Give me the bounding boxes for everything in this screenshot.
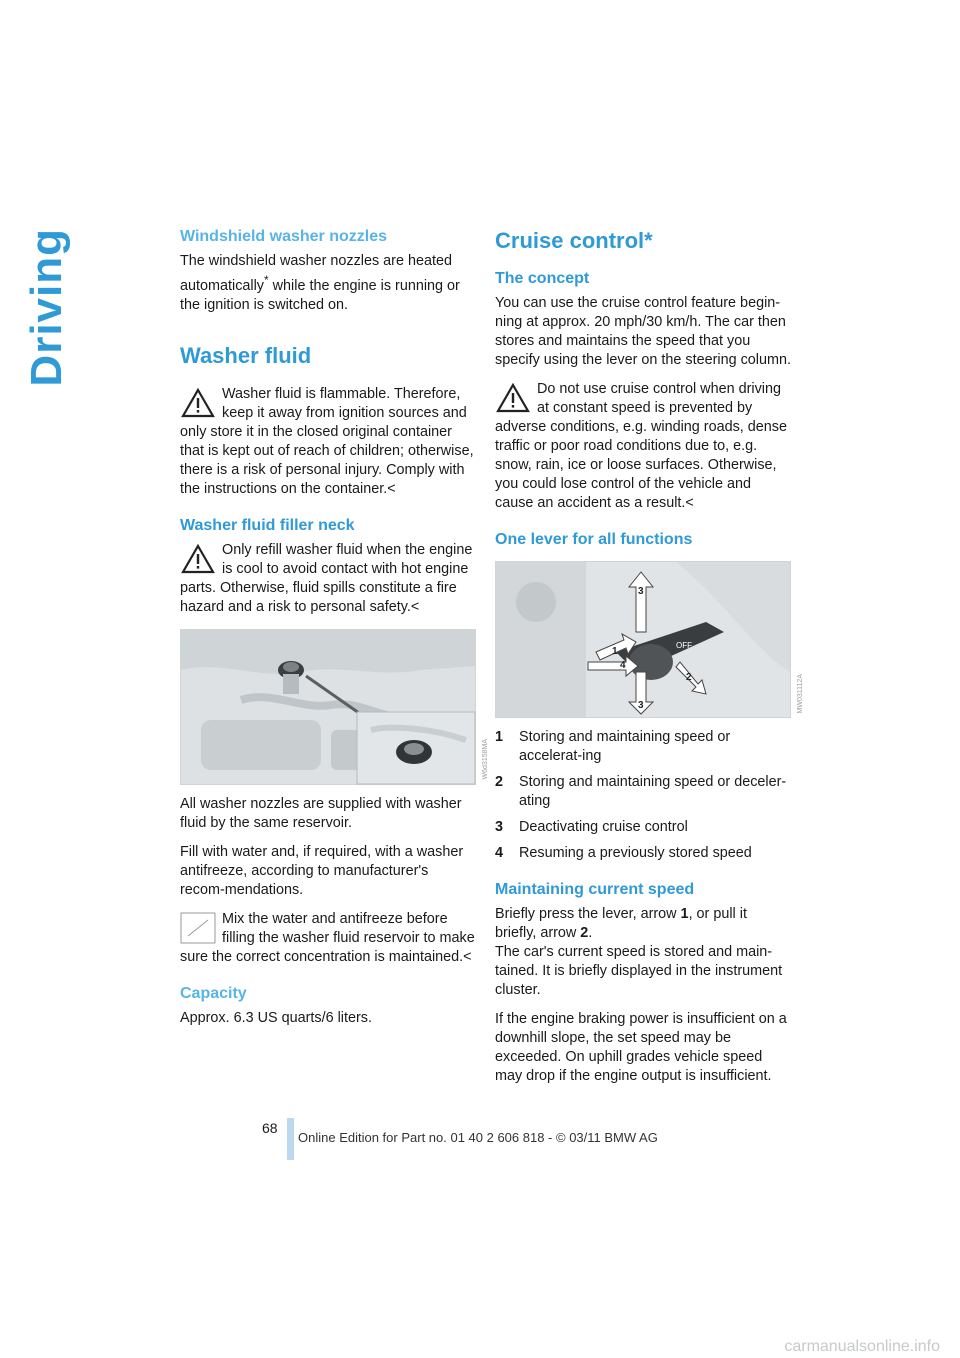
paragraph-capacity: Approx. 6.3 US quarts/6 liters. bbox=[180, 1009, 372, 1026]
paragraph-concept: You can use the cruise control feature begin-ning at approx. 20 mph/30 km/h. The car then stores and maintains the speed that you specify using the lever on the steering column. bbox=[495, 295, 791, 368]
warning-flammable-text: Washer fluid is flammable. Therefore, keep it away from ignition sources and only store it in the closed original container that is kept out of reach of children; otherwise, there is a risk of personal injury. Comply with the instructions on the container.< bbox=[180, 385, 474, 497]
legend-item: 1 Storing and maintaining speed or accelerat-ing bbox=[495, 729, 731, 764]
warning-cruise-text: Do not use cruise control when driving at constant speed is prevented by adverse conditions, e.g. winding roads, dense traffic or poor road conditions due to, e.g. snow, rain, ice or loose surfaces. Otherwise, you could lose control of the vehicle and cause an accident as a result.< bbox=[495, 381, 787, 511]
heading-filler-neck: Washer fluid filler neck bbox=[180, 516, 355, 534]
warning-triangle-icon bbox=[180, 543, 216, 575]
label-4: 4 bbox=[620, 660, 626, 671]
cruise-lever-photo bbox=[495, 561, 804, 718]
note-mix-text: Mix the water and antifreeze before filling the washer fluid reservoir to make sure the correct concentration is maintained.< bbox=[180, 910, 475, 965]
heading-maintaining-speed: Maintaining current speed bbox=[495, 881, 695, 898]
cruise-lever-illustration bbox=[496, 562, 790, 717]
note-mix bbox=[180, 910, 476, 967]
label-off: OFF bbox=[676, 641, 692, 650]
legend-item: 4 Resuming a previously stored speed bbox=[495, 845, 752, 861]
paragraph-maintain-downhill: If the engine braking power is insufficient on a downhill slope, the set speed may be exceeded. On uphill grades vehicle speed may drop if the engine output is insufficient. bbox=[495, 1011, 787, 1084]
label-2: 2 bbox=[686, 672, 692, 683]
heading-cruise-control: Cruise control* bbox=[495, 228, 653, 253]
heading-one-lever: One lever for all functions bbox=[495, 531, 693, 548]
paragraph-fill: Fill with water and, if required, with a washer antifreeze, according to manufacturer's recom-mendations. bbox=[180, 843, 464, 898]
heading-washer-fluid: Washer fluid bbox=[180, 342, 312, 368]
label-3: 3 bbox=[638, 586, 644, 597]
optional-equipment-star: * bbox=[263, 273, 269, 287]
warning-triangle-icon bbox=[495, 382, 531, 414]
engine-bay-photo bbox=[180, 629, 489, 785]
paragraph-maintain-stored: The car's current speed is stored and main-tained. It is briefly displayed in the instrument cluster. bbox=[495, 944, 783, 998]
legend-list bbox=[495, 728, 791, 863]
paragraph-maintain-press: Briefly press the lever, arrow 1, or pull it briefly, arrow 2. bbox=[495, 906, 747, 941]
warning-flammable bbox=[180, 385, 476, 499]
chapter-tab: Driving bbox=[22, 228, 71, 387]
warning-triangle-icon bbox=[180, 387, 216, 419]
right-column bbox=[495, 228, 804, 1096]
label-1: 1 bbox=[612, 646, 618, 657]
heading-capacity: Capacity bbox=[180, 984, 247, 1002]
heading-windshield-washer-nozzles: Windshield washer nozzles bbox=[180, 228, 388, 245]
left-column bbox=[180, 228, 489, 1038]
warning-refill-text: Only refill washer fluid when the engine is cool to avoid contact with hot engine parts. Otherwise, fluid spills constitute a fire hazard and a risk to personal safety.< bbox=[180, 541, 473, 615]
legend-item: 2 Storing and maintaining speed or deceler-ating bbox=[495, 774, 787, 809]
footer-edition: Online Edition for Part no. 01 40 2 606 818 - © 03/11 BMW AG bbox=[298, 1130, 658, 1145]
legend-item: 3 Deactivating cruise control bbox=[495, 819, 688, 835]
paragraph-nozzles: The windshield washer nozzles are heated automatically* while the engine is running or the ignition is switched on. bbox=[180, 253, 460, 313]
paragraph-same-reservoir: All washer nozzles are supplied with washer fluid by the same reservoir. bbox=[180, 795, 462, 831]
engine-bay-illustration bbox=[181, 630, 475, 784]
heading-concept: The concept bbox=[495, 270, 590, 287]
label-3b: 3 bbox=[638, 700, 644, 711]
warning-refill bbox=[180, 541, 476, 617]
note-arrow-icon bbox=[180, 912, 216, 944]
figure-code: W6d3158MA bbox=[482, 739, 489, 780]
footer-bar bbox=[287, 1118, 294, 1160]
watermark: carmanualsonline.info bbox=[784, 1338, 940, 1355]
page-number: 68 bbox=[262, 1120, 278, 1136]
warning-cruise bbox=[495, 380, 791, 513]
figure-code: MW031112A bbox=[797, 673, 804, 713]
